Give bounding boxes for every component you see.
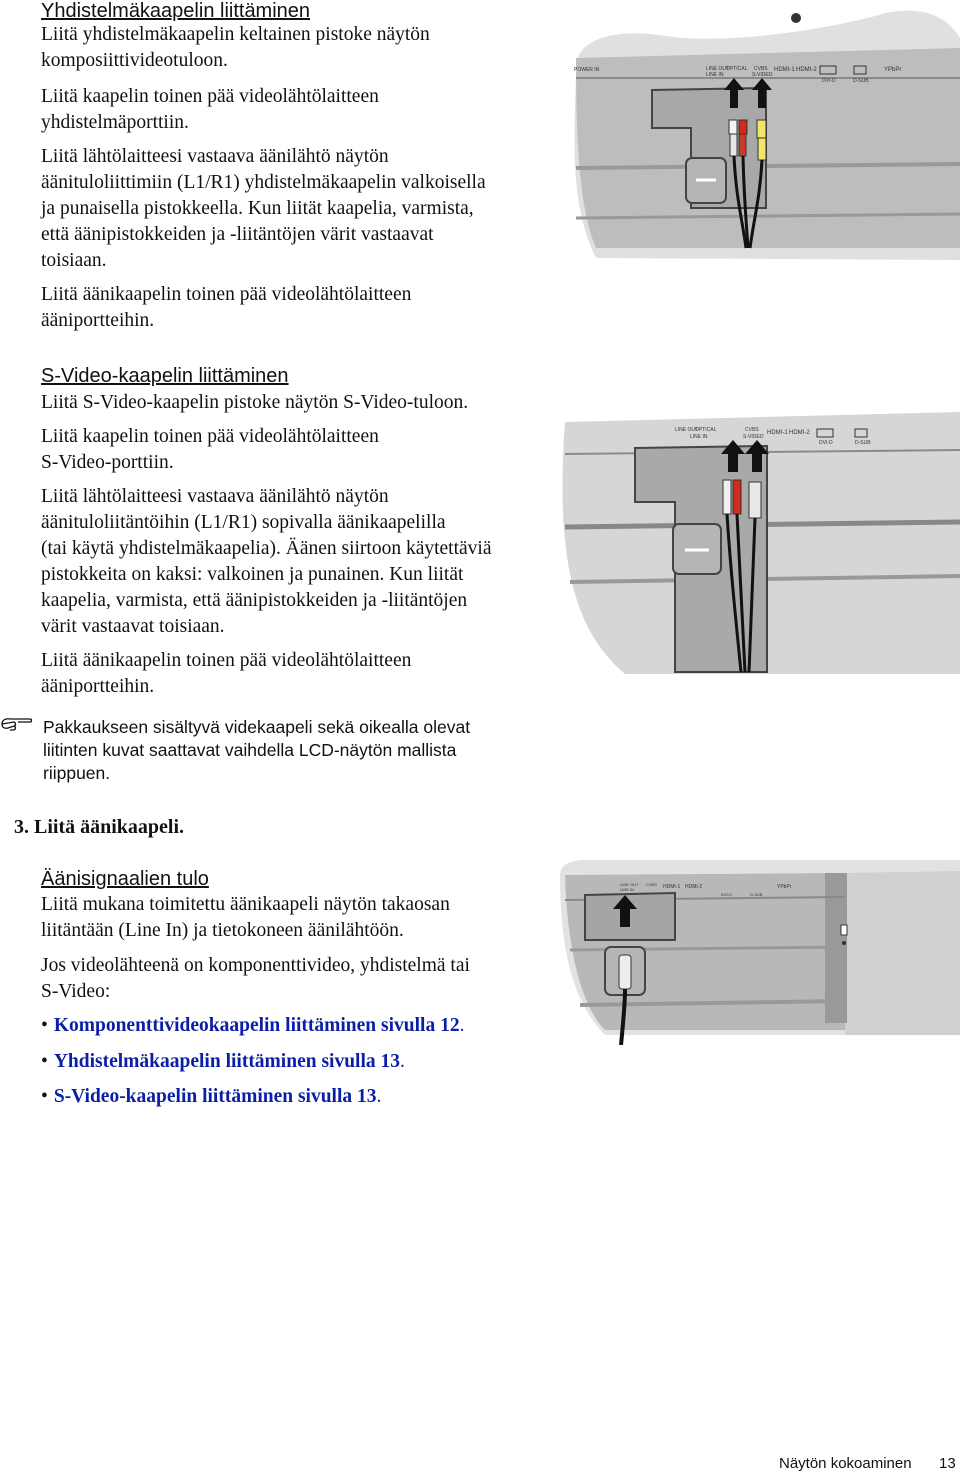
- paragraph: [41, 484, 492, 640]
- text-line: ääniportteihin.: [41, 676, 155, 697]
- paragraph: [41, 144, 486, 274]
- bullet-icon: •: [41, 1015, 48, 1036]
- paragraph: [41, 953, 470, 1005]
- paragraph: [41, 648, 411, 700]
- port-label-line-in: LINE IN: [706, 72, 724, 78]
- port-label-dsub: D-SUB: [855, 440, 871, 446]
- port-label-hdmi1: HDMI-1: [663, 884, 681, 890]
- port-label-cvbs: CVBS: [646, 882, 657, 887]
- link-end-mark: .: [400, 1051, 405, 1072]
- text-line: Liitä yhdistelmäkaapelin keltainen pistoke näytön: [41, 24, 430, 45]
- port-label-hdmi1: HDMI-1: [767, 430, 788, 436]
- audio-jack-plug: [619, 955, 631, 989]
- text-line: ääniportteihin.: [41, 310, 155, 331]
- port-label-optical: OPTICAL: [726, 66, 748, 72]
- bullet-icon: •: [41, 1086, 48, 1107]
- text-line: Liitä kaapelin toinen pää videolähtölaitteen: [41, 86, 379, 107]
- link-list-item[interactable]: [41, 1049, 405, 1075]
- white-audio-plug: [730, 134, 737, 156]
- port-label-hdmi2: HDMI-2: [796, 67, 817, 73]
- port-label-cvbs: CVBS: [745, 427, 759, 433]
- text-line: riippuen.: [43, 763, 111, 783]
- text-line: kaapelia, varmista, että äänipistokkeiden ja -liitäntöjen: [41, 590, 468, 611]
- text-line: Pakkaukseen sisältyvä videkaapeli sekä oikealla olevat: [43, 717, 471, 737]
- port-label-line-out: LINE OUT: [620, 882, 639, 887]
- link-list-item[interactable]: [41, 1084, 381, 1110]
- text-line: Liitä äänikaapelin toinen pää videolähtölaitteen: [41, 650, 412, 671]
- svideo-plug: [749, 482, 761, 518]
- port-label-hdmi2: HDMI-2: [789, 430, 810, 436]
- figure-audio-connection: [545, 855, 960, 1045]
- port-label-hdmi1: HDMI-1: [774, 67, 795, 73]
- link-svideo-cable[interactable]: S-Video-kaapelin liittäminen sivulla 13: [53, 1086, 377, 1107]
- text-line: Liitä äänikaapelin toinen pää videolähtölaitteen: [41, 284, 412, 305]
- text-line: Liitä lähtölaitteesi vastaava äänilähtö näytön: [41, 146, 389, 167]
- text-line: Jos videolähteenä on komponenttivideo, yhdistelmä tai: [41, 955, 470, 976]
- note-text: [43, 716, 470, 785]
- bullet-icon: •: [41, 1051, 48, 1072]
- text-line: toisiaan.: [41, 250, 107, 271]
- port-label-line-in: LINE IN: [620, 887, 635, 892]
- text-line: liitinten kuvat saattavat vaihdella LCD-näytön mallista: [43, 740, 457, 760]
- text-line: ja punaisella pistokkeella. Kun liität kaapelia, varmista,: [41, 198, 474, 219]
- port-label-optical: OPTICAL: [695, 427, 717, 433]
- text-line: Liitä S-Video-kaapelin pistoke näytön S-Video-tuloon.: [41, 392, 469, 413]
- text-line: Liitä kaapelin toinen pää videolähtölaitteen: [41, 426, 379, 447]
- footer-section-title: Näytön kokoaminen: [779, 1455, 912, 1472]
- text-line: Liitä mukana toimitettu äänikaapeli näytön takaosan: [41, 894, 450, 915]
- link-end-mark: .: [459, 1015, 465, 1036]
- port-label-cvbs: CVBS: [754, 66, 768, 72]
- figure-composite-connection: [556, 8, 960, 260]
- port-label-line-out: LINE OUT: [706, 66, 730, 72]
- text-line: yhdistelmäporttiin.: [41, 112, 189, 133]
- port-label-line-in: LINE IN: [690, 434, 708, 440]
- port-label-power-in: POWER IN: [574, 67, 600, 73]
- port-label-dvi: DVI-D: [819, 440, 833, 446]
- figure-svideo-connection: [545, 412, 960, 674]
- yellow-video-plug: [758, 138, 766, 160]
- text-line: että äänipistokkeiden ja -liitäntöjen värit vastaavat: [41, 224, 434, 245]
- link-component-cable[interactable]: Komponenttivideokaapelin liittäminen sivulla 12: [53, 1015, 460, 1036]
- text-line: S-Video:: [41, 981, 111, 1002]
- text-line: äänituloliittimiin (L1/R1) yhdistelmäkaapelin valkoisella: [41, 172, 486, 193]
- link-end-mark: .: [376, 1086, 382, 1107]
- note-hand-icon: [0, 714, 34, 734]
- port-label-hdmi2: HDMI-2: [685, 884, 703, 890]
- port-label-ypbpr: YPbPr: [884, 67, 902, 73]
- text-line: pistokkeita on kaksi: valkoinen ja punainen. Kun liität: [41, 564, 464, 585]
- port-label-svideo: S-VIDEO: [743, 434, 764, 440]
- section-heading-audio-input: Äänisignaalien tulo: [41, 868, 209, 890]
- link-composite-cable[interactable]: Yhdistelmäkaapelin liittäminen sivulla 13: [53, 1051, 401, 1072]
- paragraph: [41, 22, 430, 74]
- paragraph: [41, 892, 450, 944]
- text-line: liitäntään (Line In) ja tietokoneen äänilähtöön.: [41, 920, 404, 941]
- red-audio-plug: [739, 134, 746, 156]
- section-heading-composite: Yhdistelmäkaapelin liittäminen: [41, 0, 311, 22]
- text-line: (tai käytä yhdistelmäkaapelia). Äänen siirtoon käytettäviä: [41, 538, 492, 559]
- paragraph: [41, 424, 379, 476]
- text-line: äänituloliitäntöihin (L1/R1) sopivalla äänikaapelilla: [41, 512, 446, 533]
- screw-hole-icon: [791, 13, 801, 23]
- port-label-dsub: D-SUB: [750, 892, 763, 897]
- text-line: värit vastaavat toisiaan.: [41, 616, 225, 637]
- step-3-heading: 3. Liitä äänikaapeli.: [14, 816, 185, 838]
- link-list-item[interactable]: [41, 1013, 464, 1039]
- port-label-dvi: DVI-D: [721, 892, 732, 897]
- paragraph: [41, 84, 379, 136]
- page-number: 13: [939, 1455, 956, 1472]
- red-audio-plug: [733, 480, 741, 514]
- text-line: S-Video-porttiin.: [41, 452, 174, 473]
- paragraph: [41, 282, 411, 334]
- paragraph: [41, 390, 468, 416]
- port-label-dvi: DVI-D: [822, 78, 836, 84]
- port-label-svideo: S-VIDEO: [752, 72, 773, 78]
- port-label-dsub: D-SUB: [853, 78, 869, 84]
- text-line: komposiittivideotuloon.: [41, 50, 228, 71]
- text-line: Liitä lähtölaitteesi vastaava äänilähtö näytön: [41, 486, 389, 507]
- port-label-ypbpr: YPbPr: [777, 884, 792, 890]
- port-label-line-out: LINE OUT: [675, 427, 699, 433]
- white-audio-plug: [723, 480, 731, 514]
- section-heading-svideo: S-Video-kaapelin liittäminen: [41, 365, 289, 387]
